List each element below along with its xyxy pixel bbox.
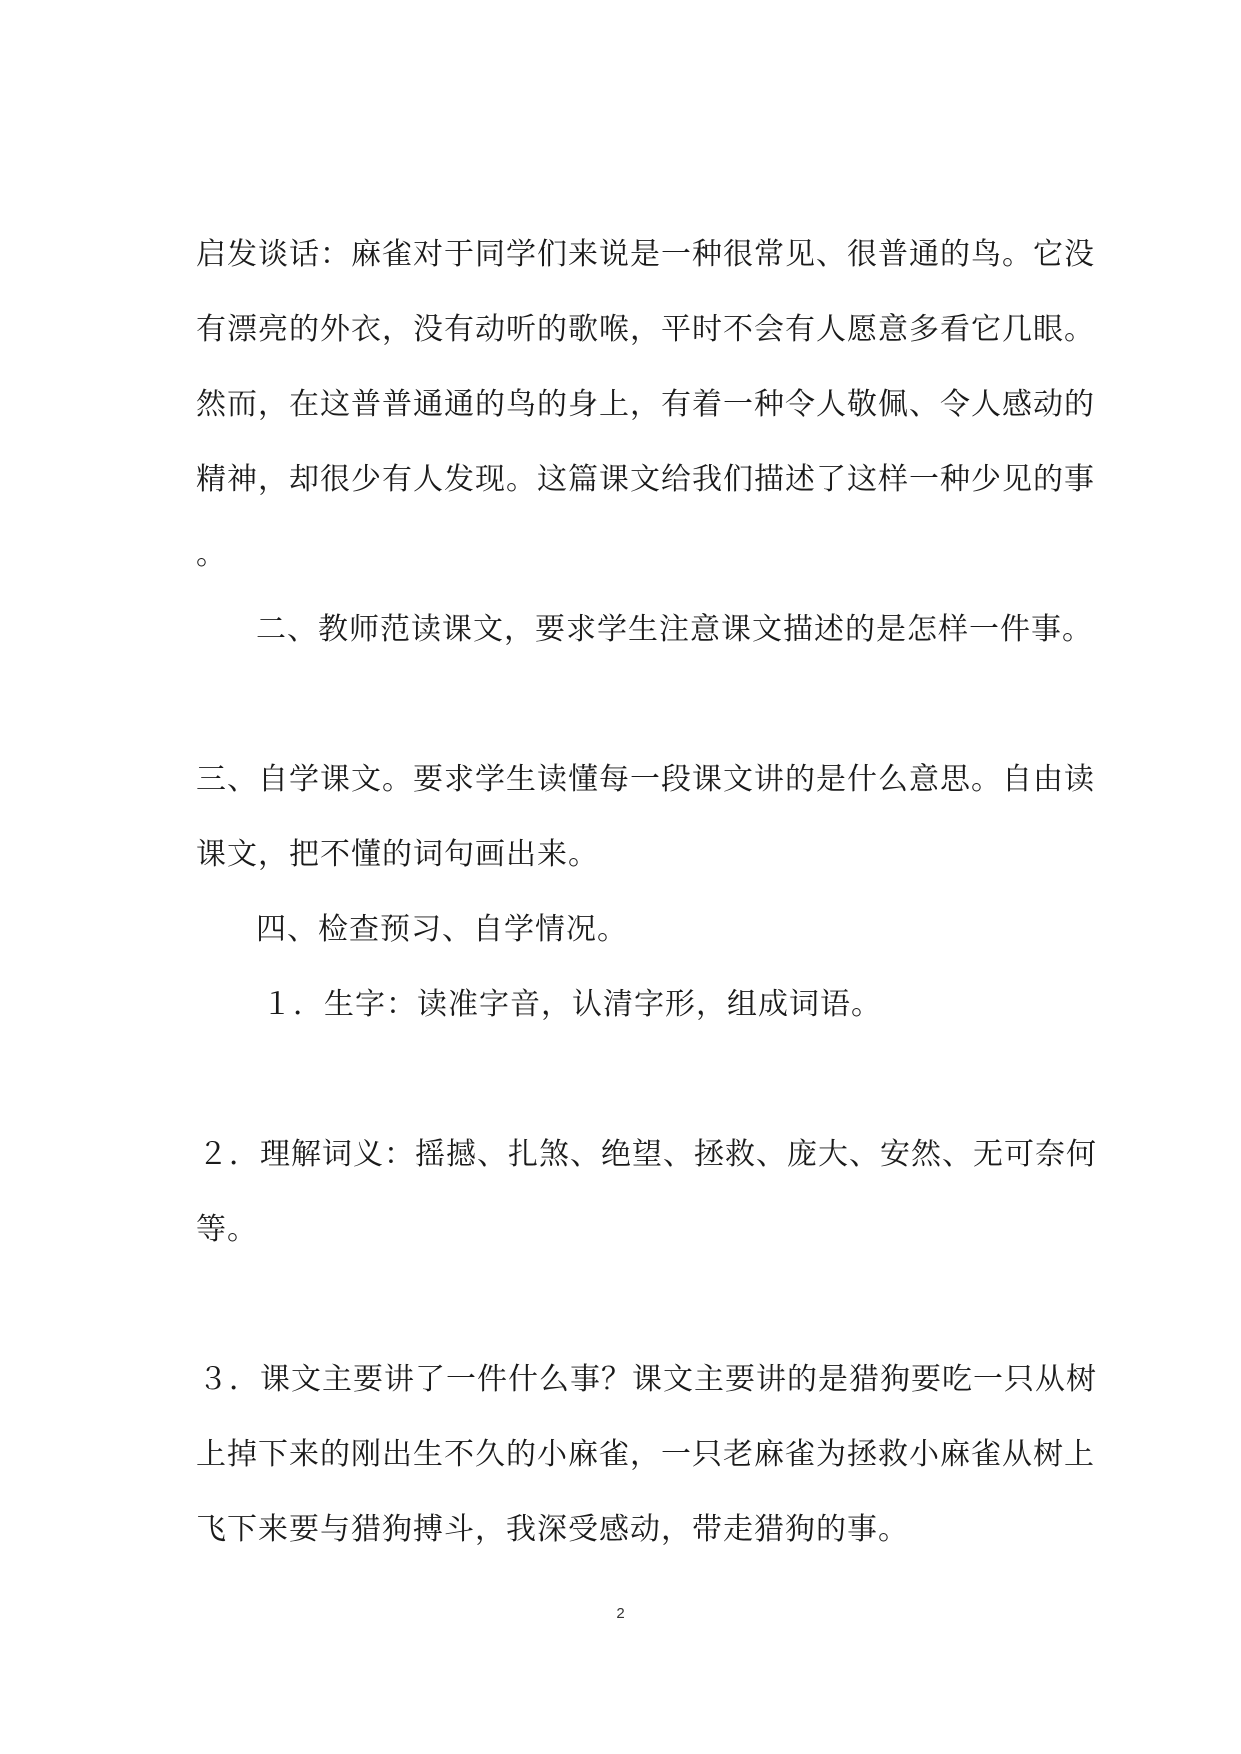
paragraph-intro-line-1: 启发谈话：麻雀对于同学们来说是一种很常见、很普通的鸟。它没 bbox=[196, 237, 1095, 272]
item-3-line-2: 上掉下来的刚出生不久的小麻雀，一只老麻雀为拯救小麻雀从树上 bbox=[196, 1437, 1095, 1472]
item-3-line-1: ３．课文主要讲了一件什么事？课文主要讲的是猎狗要吃一只从树 bbox=[198, 1362, 1097, 1397]
item-3-line-3: 飞下来要与猎狗搏斗，我深受感动，带走猎狗的事。 bbox=[196, 1512, 909, 1547]
item-2-line-2: 等。 bbox=[196, 1212, 258, 1247]
section-three-line-1: 三、自学课文。要求学生读懂每一段课文讲的是什么意思。自由读 bbox=[196, 762, 1095, 797]
paragraph-intro-line-3: 然而，在这普普通通的鸟的身上，有着一种令人敬佩、令人感动的 bbox=[196, 387, 1095, 422]
section-three-line-2: 课文，把不懂的词句画出来。 bbox=[196, 837, 599, 872]
item-1-line: １．生字：读准字音，认清字形，组成词语。 bbox=[262, 987, 882, 1022]
section-two-line: 二、教师范读课文，要求学生注意课文描述的是怎样一件事。 bbox=[256, 612, 1093, 647]
page-number: 2 bbox=[616, 1605, 625, 1622]
paragraph-intro-line-4: 精神，却很少有人发现。这篇课文给我们描述了这样一种少见的事 bbox=[196, 462, 1095, 497]
section-four-heading: 四、检查预习、自学情况。 bbox=[256, 912, 628, 947]
item-2-line-1: ２．理解词义：摇撼、扎煞、绝望、拯救、庞大、安然、无可奈何 bbox=[198, 1137, 1097, 1172]
paragraph-intro-line-5: 。 bbox=[196, 537, 227, 572]
paragraph-intro-line-2: 有漂亮的外衣，没有动听的歌喉，平时不会有人愿意多看它几眼。 bbox=[196, 312, 1095, 347]
